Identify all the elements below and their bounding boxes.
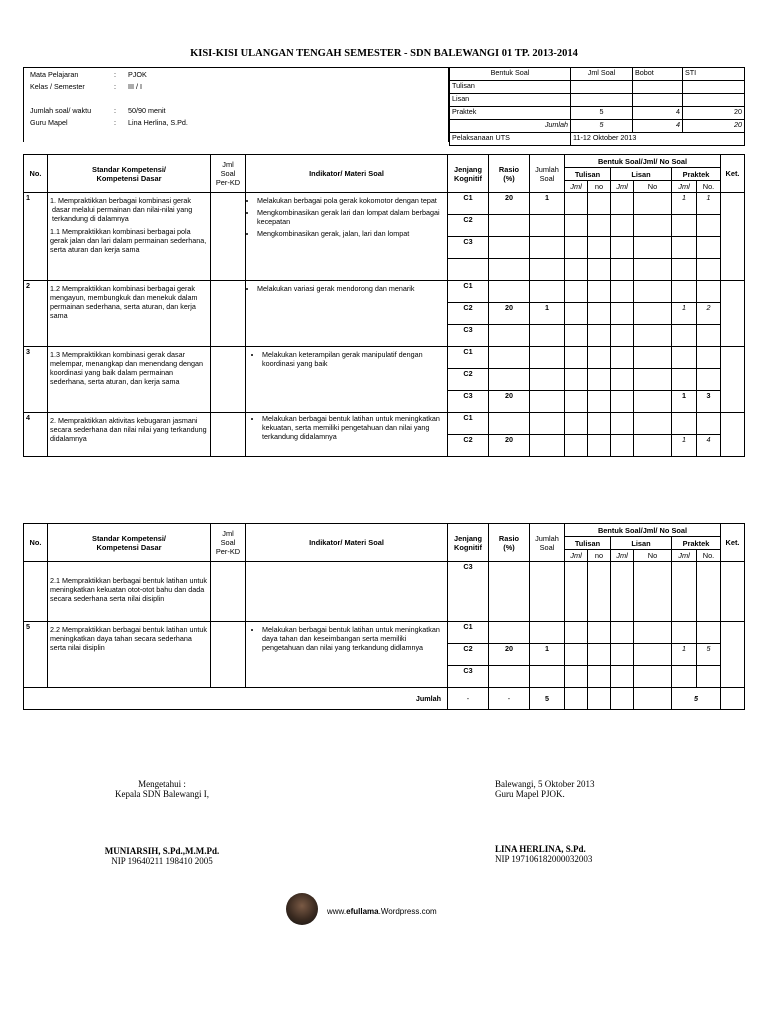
kd-text: 2.1 Mempraktikkan berbagai bentuk latihan untuk meningkatkan kekuatan otot-otot bahu dan dada secara sederhana serta nilai disiplin — [48, 562, 211, 622]
row-number: 4 — [24, 413, 48, 457]
col-no: No. — [24, 155, 48, 193]
blog-link[interactable]: www.efullama.Wordpress.com — [327, 907, 437, 916]
kd-text: 1.2 Mempraktikkan kombinasi berbagai gerak mengayun, membungkuk dan menekuk dalam permainan sederhana, serta aturan, dan kerja sama — [48, 281, 211, 347]
grid-table-1: No. Standar Kompetensi/ Kompetensi Dasar Jml Soal Per-KD Indikator/ Materi Soal Jenjang Kognitif Rasio (%) Jumlah Soal Bentuk Soal/Jml/ No Soal Ket. Tulisan Lisan Praktek Jml no Jml No Jml No. 1 1. Mempraktikkan berbagai kombinasi gerak dasar melalui permainan dan nilai-nilai yang terkandung di dalamnya 1.1 Mempraktikkan kombinasi berbagai pola gerak jalan dan lari dalam permainan sederhana, serta aturan dan kerja sama • Melakukan berbagai pola gerak kokomotor dengan tepat • Mengkombinasikan gerak lari dan lompat dalam berbagai kecepatan • Mengkombinasikan gerak, jalan, lari dan lompat C1 20 1 1 1 C2 C3 2 1.2 Mempraktikkan kombinasi berbagai gerak mengayun, membungkuk dan menekuk dalam permainan sederhana, serta aturan, dan kerja sama • Melakukan variasi gerak mendorong dan menarik C1 C2 20 1 1 2 C3 3 1.3 Mempraktikkan kombinasi gerak dasar melempar, menangkap dan menendang dengan koordinasi yang baik dalam permainan sederhana, serta aturan, dan kerja sama • Melakukan keterampilan gerak manipulatif dengan koordinasi yang baik C1 C2 C3 20 1 3 4 2. Mempraktikkan aktivitas kebugaran jasmani secara sederhana dan nilai nilai yang terkandung didalamnya • Melakukan berbagai bentuk latihan untuk meningkatkan kekuatan, serta memiliki pengetahuan dan nilai yang terkandung didalamnya C1 C2 20 1 4 — [23, 154, 745, 457]
signature-left-name: MUNIARSIH, S.Pd.,M.M.Pd. NIP 19640211 198410 2005 — [104, 846, 220, 866]
row-number: 5 — [24, 622, 48, 688]
col-indikator: Indikator/ Materi Soal — [246, 155, 448, 193]
total-label: Jumlah — [24, 688, 448, 710]
kd-text: 1. Mempraktikkan berbagai kombinasi gerak dasar melalui permainan dan nilai-nilai yang terkandung di dalamnya — [50, 196, 193, 223]
signature-right-name: LINA HERLINA, S.Pd. NIP 197106182000032003 — [495, 844, 593, 864]
kd-text: 1.3 Mempraktikkan kombinasi gerak dasar melempar, menangkap dan menendang dengan koordinasi yang baik dalam permainan sederhana, serta aturan, dan kerja sama — [48, 347, 211, 413]
info-value: 50/90 menit — [128, 106, 166, 115]
row-number: 3 — [24, 347, 48, 413]
col-bentuk: Bentuk Soal/Jml/ No Soal — [565, 155, 721, 168]
signature-left: Mengetahui : Kepala SDN Balewangi I, — [115, 779, 209, 799]
info-value: III / I — [128, 82, 142, 91]
author-avatar — [286, 893, 318, 925]
row-number: 2 — [24, 281, 48, 347]
row-number: 1 — [24, 193, 48, 281]
grid-table-2: No. Standar Kompetensi/ Kompetensi Dasar Jml Soal Per-KD Indikator/ Materi Soal Jenjang Kognitif Rasio (%) Jumlah Soal Bentuk Soal/Jml/ No Soal Ket. Tulisan Lisan Praktek Jml no Jml No Jml No. 2.1 Mempraktikkan berbagai bentuk latihan untuk meningkatkan kekuatan otot-otot bahu dan dada secara sederhana serta nilai disiplin C3 5 2.2 Mempraktikkan berbagai bentuk latihan untuk meningkatkan daya tahan secara sederhana serta nilai disiplin • Melakukan berbagai bentuk latihan untuk meningkatkan daya tahan dan keseimbangan serta memiliki pengetahuan dan nilai yang terkandung didlamnya C1 C2 20 1 1 5 C3 Jumlah - - 5 5 — [23, 523, 745, 710]
info-label: Jumlah soal/ waktu — [30, 106, 92, 115]
info-label: Guru Mapel — [30, 118, 68, 127]
info-label: Mata Pelajaran — [30, 70, 79, 79]
signature-right: Balewangi, 5 Oktober 2013 Guru Mapel PJOK. — [495, 779, 595, 799]
info-value: PJOK — [128, 70, 147, 79]
kd-text: 2. Mempraktikkan aktivitas kebugaran jasmani secara sederhana dan nilai nilai yang terkandung didalamnya — [48, 413, 211, 457]
question-form-table: Bentuk Soal Jml Soal Bobot STI Tulisan Lisan Praktek 5 4 20 Jumlah 5 4 20 Pelaksanaan UTS 11-12 Oktober 2013 — [449, 67, 745, 146]
pelaksanaan-label: Pelaksanaan UTS — [450, 133, 571, 146]
kd-text: 1.1 Mempraktikkan kombinasi berbagai pola gerak jalan dan lari dalam permainan sederhana, serta aturan dan kerja sama — [50, 227, 207, 254]
info-label: Kelas / Semester — [30, 82, 85, 91]
page-title: KISI-KISI ULANGAN TENGAH SEMESTER - SDN BALEWANGI 01 TP. 2013-2014 — [190, 48, 578, 59]
subject-info-table: Mata Pelajaran : PJOK Kelas / Semester : III / I Jumlah soal/ waktu : 50/90 menit Guru Mapel : Lina Herlina, S.Pd. — [23, 67, 449, 142]
pelaksanaan-value: 11-12 Oktober 2013 — [571, 133, 745, 146]
kd-text: 2.2 Mempraktikkan berbagai bentuk latihan untuk meningkatkan daya tahan secara sederhana serta nilai disiplin — [48, 622, 211, 688]
col-ket: Ket. — [721, 155, 745, 193]
info-value: Lina Herlina, S.Pd. — [128, 118, 188, 127]
total-jumlah: 5 — [530, 688, 565, 710]
